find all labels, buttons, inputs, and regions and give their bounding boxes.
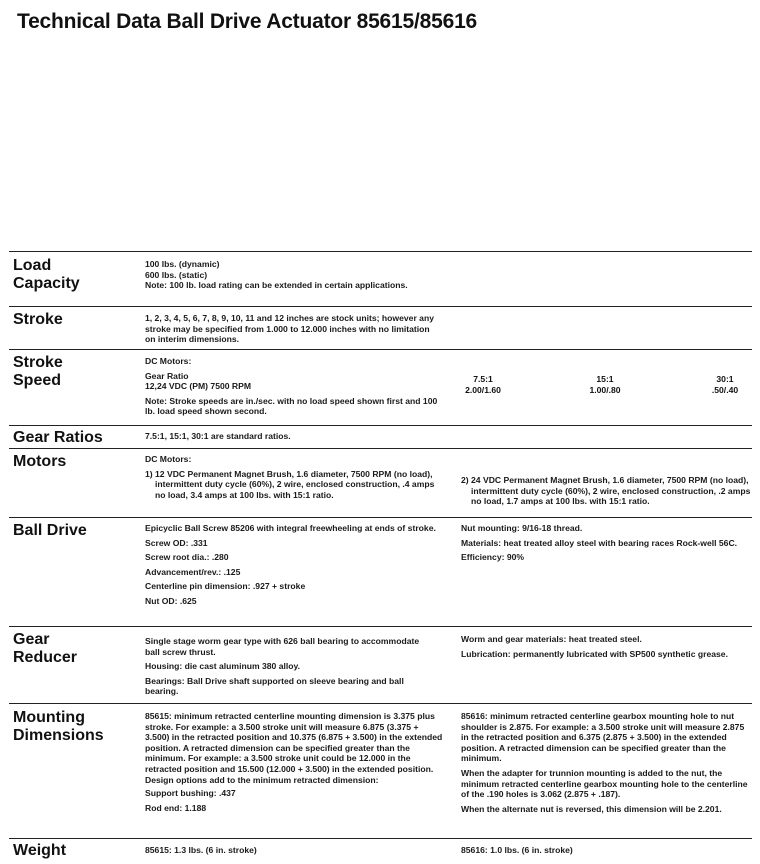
weight-right: 85616: 1.0 lbs. (6 in. stroke): [461, 845, 573, 855]
section-label: Gear Ratios: [13, 429, 103, 446]
section-label: Ball Drive: [13, 522, 87, 539]
page-title: Technical Data Ball Drive Actuator 85615/85616: [17, 10, 478, 33]
section-label: Motors: [13, 453, 67, 470]
divider: [9, 517, 752, 518]
gear-ratios-text: 7.5:1, 15:1, 30:1 are standard ratios.: [145, 431, 291, 441]
divider: [9, 251, 752, 252]
section-label: Gear Reducer: [13, 631, 78, 666]
ball-drive-right: Nut mounting: 9/16-18 thread. Materials: heat treated alloy steel with bearing races Rock-well 56C. Efficiency: 90%: [461, 523, 738, 563]
divider: [9, 425, 752, 426]
ratio-column: 30:1 .50/.40: [711, 374, 739, 395]
section-label: Stroke: [13, 311, 63, 328]
section-label: Weight: [13, 842, 67, 859]
divider: [9, 703, 752, 704]
load-capacity-text: 100 lbs. (dynamic) 600 lbs. (static) Note: 100 lb. load rating can be extended in certain applications.: [145, 259, 408, 291]
section-label: Stroke Speed: [13, 354, 63, 389]
stroke-speed-text: DC Motors: Gear Ratio 12,24 VDC (PM) 7500 RPM Note: Stroke speeds are in./sec. with no load speed shown first and 100 lb. load speed shown second.: [145, 356, 438, 417]
motors-right: 2) 24 VDC Permanent Magnet Brush, 1.6 diameter, 7500 RPM (no load), intermittent duty cycle (60%), 2 wire, enclosed construction, .2 amps no load, 1.7 amps at 100 lbs. with 15:1 ratio.: [461, 475, 751, 507]
divider: [9, 838, 752, 839]
gear-reducer-left: Single stage worm gear type with 626 ball bearing to accommodate ball screw thrust. Housing: die cast aluminum 380 alloy. Bearings: Ball Drive shaft supported on sleeve bearing and ball bearing.: [145, 636, 420, 697]
motors-left: DC Motors: 1) 12 VDC Permanent Magnet Brush, 1.6 diameter, 7500 RPM (no load), intermittent duty cycle (60%), 2 wire, enclosed construction, .4 amps no load, 3.4 amps at 100 lbs. with 15:1 ratio.: [145, 454, 435, 500]
stroke-text: 1, 2, 3, 4, 5, 6, 7, 8, 9, 10, 11 and 12 inches are stock units; however any stroke may be specified from 1.000 to 12.000 inches with no limitation on interim dimensions.: [145, 313, 434, 345]
weight-left: 85615: 1.3 lbs. (6 in. stroke): [145, 845, 257, 855]
mounting-right: 85616: minimum retracted centerline gearbox mounting hole to nut shoulder is 2.875. For example: a 3.500 stroke unit will measure 2.875 in the retracted position and 6.375 (2.875 + 3.500) in the extended position. A retracted dimension can be specified greater than the minimum. When the adapter for trunnion mounting is added to the nut, the minimum retracted centerline gearbox mounting hole to the centerline of the .190 holes is 3.062 (2.875 + .187). When the alternate nut is reversed, this dimension will be 2.201.: [461, 711, 748, 814]
section-label: Load Capacity: [13, 257, 80, 292]
ball-drive-left: Epicyclic Ball Screw 85206 with integral freewheeling at ends of stroke. Screw OD: .331 Screw root dia.: .280 Advancement/rev.: .125 Centerline pin dimension: .927 + stroke Nut OD: .625: [145, 523, 436, 606]
divider: [9, 448, 752, 449]
ratio-column: 15:1 1.00/.80: [589, 374, 621, 395]
divider: [9, 349, 752, 350]
section-label: Mounting Dimensions: [13, 709, 104, 744]
ratio-column: 7.5:1 2.00/1.60: [465, 374, 501, 395]
divider: [9, 626, 752, 627]
mounting-left: 85615: minimum retracted centerline mounting dimension is 3.375 plus stroke. For example: a 3.500 stroke unit will measure 6.875 (3.375 + 3.500) in the retracted position and 10.375 (6.875 + 3.500) in the extended position. A retracted dimension can be specified greater than the minimum. For example: a 3.500 stroke unit could be 12.000 in the retracted position and 15.500 (12.000 + 3.500) in the extended position. Design options add to the minimum retracted dimension: Support bushing: .437 Rod end: 1.188: [145, 711, 443, 813]
divider: [9, 306, 752, 307]
gear-reducer-right: Worm and gear materials: heat treated steel. Lubrication: permanently lubricated with SP500 synthetic grease.: [461, 634, 728, 659]
